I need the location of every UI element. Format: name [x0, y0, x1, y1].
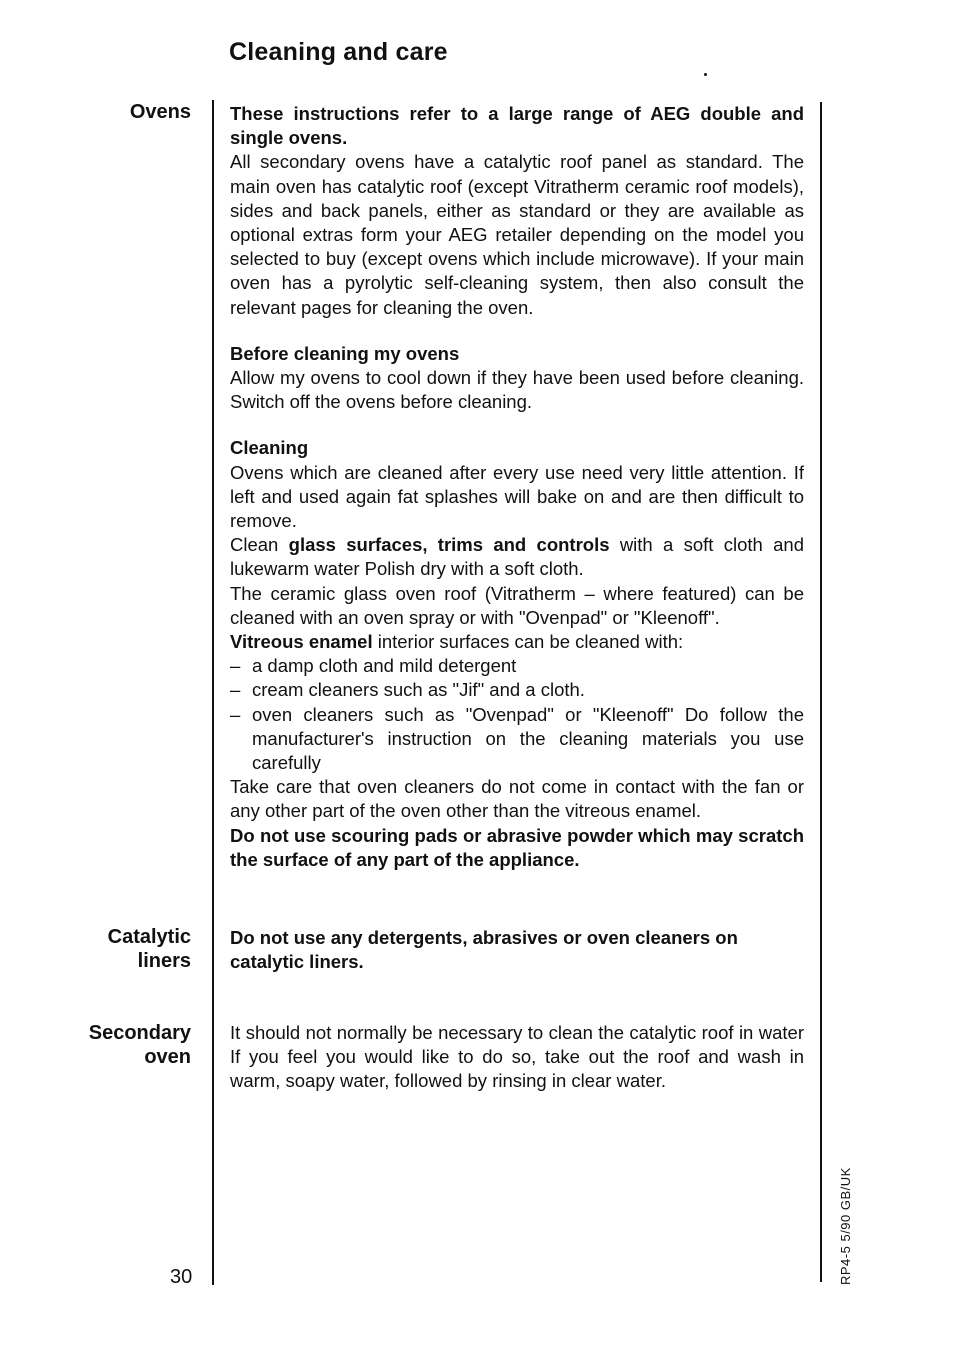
- cleaning-p2-suffix: with a soft cloth and lukewarm water Polish dry with a soft cloth.: [230, 534, 804, 580]
- section-label-secondary-oven: [89, 1021, 191, 1069]
- list-item: – oven cleaners such as "Ovenpad" or "Kleenoff" Do follow the manufacturer's instruction on the cleaning materials you use carefully: [230, 703, 804, 776]
- ovens-intro-text: All secondary ovens have a catalytic roof panel as standard. The main oven has catalytic roof (except Vitratherm ceramic roof models), sides and back panels, either as standard or they are available as optional extras form your AEG retailer depending on the model you selected to buy (except ovens which include microwave). If your main oven has a pyrolytic self-cleaning system, then also consult the relevant pages for cleaning the oven.: [230, 151, 804, 318]
- section-label-catalytic-liners: [108, 925, 191, 973]
- catalytic-warning: Do not use any detergents, abrasives or oven cleaners on catalytic liners.: [230, 927, 738, 973]
- stray-dot: [704, 73, 707, 76]
- section-label-ovens: [130, 100, 191, 124]
- right-divider: [820, 102, 822, 1282]
- cleaning-paragraph-4: [230, 630, 804, 654]
- cleaning-paragraph-2: [230, 533, 804, 581]
- secondary-label-line2: oven: [144, 1046, 191, 1068]
- list-item: – a damp cloth and mild detergent: [230, 654, 804, 678]
- cleaning-warning: Do not use scouring pads or abrasive powder which may scratch the surface of any part of the appliance.: [230, 824, 804, 870]
- left-divider: [212, 100, 214, 1285]
- page-title: Cleaning and care: [229, 38, 448, 66]
- catalytic-label-line1: Catalytic: [107, 926, 191, 948]
- ovens-intro-heading: These instructions refer to a large range of AEG double and single ovens.: [230, 103, 804, 149]
- cleaning-p4-suffix: interior surfaces can be cleaned with:: [372, 631, 684, 653]
- secondary-oven-text: It should not normally be necessary to clean the catalytic roof in water If you feel you would like to do so, take out the roof and wash in warm, soapy water, followed by rinsing in clear water.: [230, 1022, 804, 1092]
- cleaning-paragraph-5: Take care that oven cleaners do not come in contact with the fan or any other part of the oven other than the vitreous enamel.: [230, 776, 804, 822]
- section-label-ovens-text: Ovens: [129, 101, 191, 123]
- page-number: 30: [170, 1266, 193, 1288]
- document-code: RP4-5 5/90 GB/UK: [838, 1167, 853, 1285]
- cleaning-p2-prefix: Clean: [230, 534, 289, 556]
- list-item: – cream cleaners such as "Jif" and a cloth.: [230, 678, 804, 702]
- before-cleaning-heading: Before cleaning my ovens: [230, 342, 460, 364]
- secondary-content: [230, 1021, 804, 1094]
- cleaning-paragraph-3: The ceramic glass oven roof (Vitratherm – where featured) can be cleaned with an oven spray or with "Ovenpad" or "Kleenoff".: [230, 582, 804, 628]
- cleaning-heading: Cleaning: [230, 437, 309, 459]
- ovens-content: [230, 102, 804, 872]
- cleaning-p4-bold: Vitreous enamel: [230, 631, 373, 653]
- cleaning-paragraph-1: Ovens which are cleaned after every use need very little attention. If left and used again fat splashes will bake on and are then difficult to remove.: [230, 461, 804, 532]
- cleaning-p2-bold: glass surfaces, trims and controls: [288, 534, 610, 556]
- catalytic-label-line2: liners: [137, 950, 191, 972]
- secondary-label-line1: Secondary: [88, 1022, 191, 1044]
- catalytic-content: [230, 926, 804, 974]
- before-cleaning-text: Allow my ovens to cool down if they have been used before cleaning. Switch off the ovens before cleaning.: [230, 367, 804, 413]
- cleaning-method-list: [230, 654, 804, 775]
